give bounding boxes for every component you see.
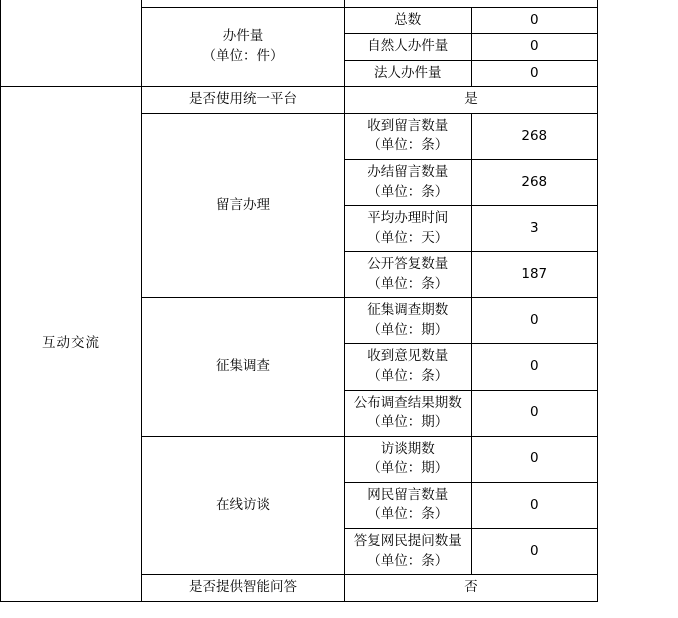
netizen-replies-label: 答复网民提问数量 (353, 532, 462, 549)
interview-periods-label: 访谈期数 (380, 440, 435, 457)
cell-value-netizen-messages: 0 (471, 482, 598, 528)
public-replies-label: 公开答复数量 (367, 256, 449, 273)
cell-group-online-interview (142, 436, 345, 574)
cell-value-average-time: 3 (471, 206, 598, 252)
group-online-interview-label: 在线访谈 (216, 496, 270, 513)
cell-value-survey-periods: 0 (471, 298, 598, 344)
cell-item-average-time (345, 206, 472, 252)
cell-item-netizen-messages (345, 482, 472, 528)
cell-group-survey (142, 298, 345, 436)
unified-platform-label: 是否使用统一平台 (189, 91, 297, 108)
group-survey-label: 征集调查 (216, 358, 270, 375)
group-message-handling-label: 留言办理 (216, 196, 270, 213)
opinions-received-unit: （单位：条） (367, 368, 449, 384)
cell-item-survey-results-published (345, 390, 472, 436)
cell-item-messages-completed (345, 159, 472, 205)
table-row (1, 87, 598, 114)
messages-completed-unit: （单位：条） (367, 183, 449, 200)
table-row (1, 0, 598, 7)
interview-periods-unit: （单位：期） (367, 460, 449, 477)
survey-periods-unit: （单位：期） (367, 321, 449, 338)
cell-item-netizen-replies (345, 528, 472, 574)
messages-received-label: 收到留言数量 (367, 117, 449, 134)
item-natural-person-label: 自然人办件量 (367, 38, 449, 55)
item-total-label: 总数 (394, 11, 422, 28)
category-interaction-label: 互动交流 (42, 335, 100, 352)
public-replies-unit: （单位：条） (367, 275, 449, 292)
cell-item-survey-periods (345, 298, 472, 344)
netizen-messages-label: 网民留言数量 (367, 486, 449, 503)
cell-value-smart-qa: 否 (345, 575, 598, 602)
messages-received-unit: （单位：条） (367, 137, 449, 154)
average-time-unit: （单位：天） (367, 229, 449, 246)
survey-results-label: 公布调查结果期数 (353, 394, 462, 411)
cell-item-natural-person (345, 34, 472, 61)
cell-group-handling-volume (142, 7, 345, 87)
cell-item-unified-platform (142, 87, 345, 114)
cell-item-opinions-received (345, 344, 472, 390)
cell-unit-pages (142, 0, 345, 7)
cell-value-netizen-replies: 0 (471, 528, 598, 574)
item-legal-person-label: 法人办件量 (374, 64, 442, 81)
cell-item-smart-qa (142, 575, 345, 602)
cell-value-public-replies: 187 (471, 252, 598, 298)
smart-qa-label: 是否提供智能问答 (189, 579, 297, 596)
cell-value-legal-person: 0 (471, 60, 598, 87)
cell-item-total (345, 7, 472, 34)
group-handling-unit: （单位：件） (202, 47, 284, 64)
cell-value-messages-received: 268 (471, 113, 598, 159)
cell-item-messages-received (345, 113, 472, 159)
cell-category-interaction (1, 87, 142, 601)
cell-value-partial (345, 0, 598, 7)
cell-value-natural-person: 0 (471, 34, 598, 61)
cell-item-legal-person (345, 60, 472, 87)
netizen-messages-unit: （单位：条） (367, 506, 449, 523)
survey-results-unit: （单位：期） (367, 414, 449, 431)
cell-value-messages-completed: 268 (471, 159, 598, 205)
opinions-received-label: 收到意见数量 (367, 348, 449, 365)
cell-category-blank (1, 0, 142, 87)
average-time-label: 平均办理时间 (367, 210, 449, 227)
group-handling-label: 办件量 (222, 28, 264, 45)
netizen-replies-unit: （单位：条） (367, 552, 449, 569)
survey-periods-label: 征集调查期数 (367, 302, 449, 319)
cell-value-interview-periods: 0 (471, 436, 598, 482)
cell-item-interview-periods (345, 436, 472, 482)
cell-value-survey-results-published: 0 (471, 390, 598, 436)
messages-completed-label: 办结留言数量 (367, 163, 449, 180)
unit-pages-text (144, 0, 342, 4)
cell-value-total: 0 (471, 7, 598, 34)
cell-group-message-handling (142, 113, 345, 298)
cell-item-public-replies (345, 252, 472, 298)
cell-value-unified-platform: 是 (345, 87, 598, 114)
cell-value-opinions-received: 0 (471, 344, 598, 390)
